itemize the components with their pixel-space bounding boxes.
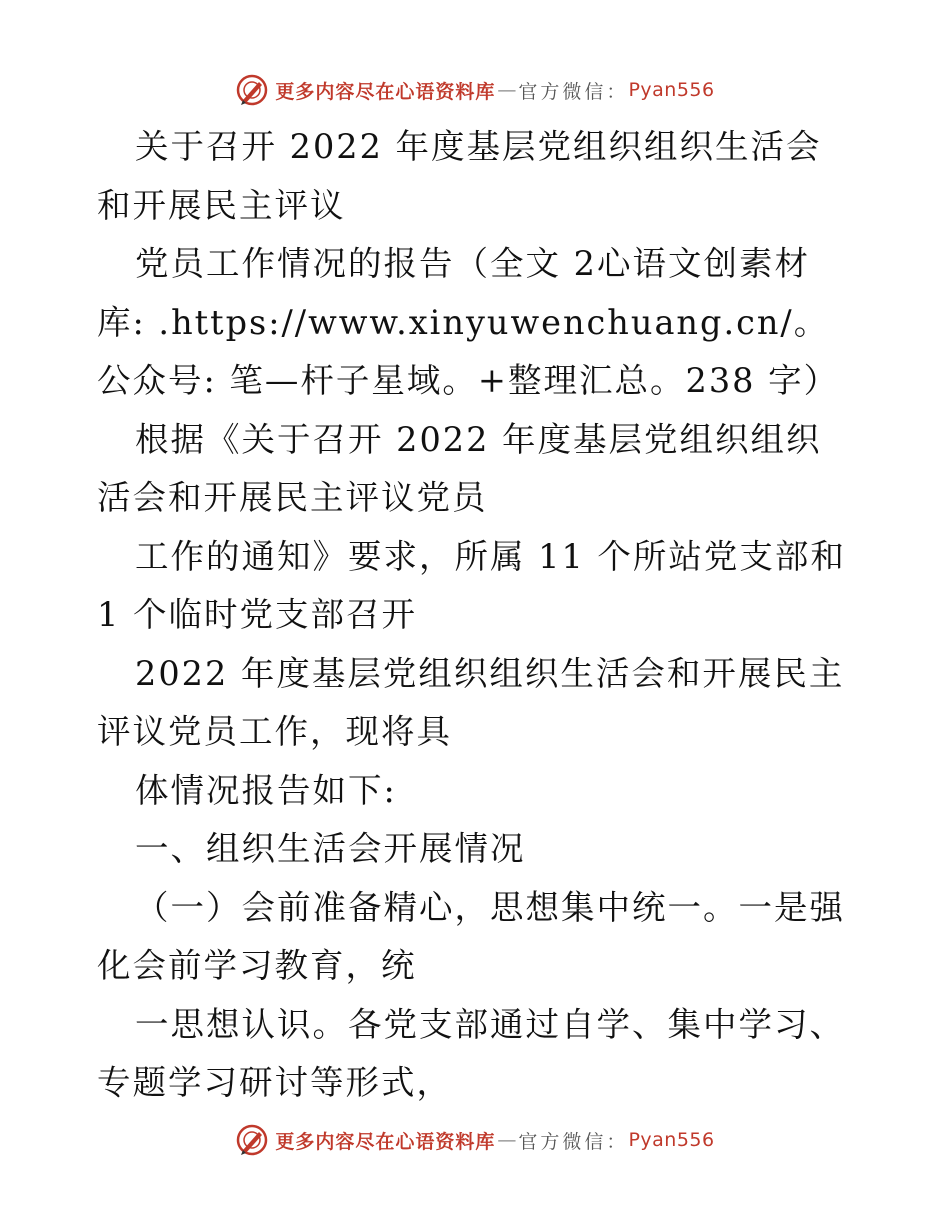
document-title-line: 关于召开 2022 年度基层党组织组织生活会和开展民主评议	[97, 127, 822, 225]
watermark-label: 官方微信：	[518, 80, 629, 103]
section-heading: 一、组织生活会开展情况	[135, 829, 526, 868]
document-title-continuation: 党员工作情况的报告（全文 2心语文创素材库: .https://www.xinyuwenchuang.cn/。公众号: 笔—杆子星域。+整理汇总。238 字）	[97, 244, 840, 400]
document-body	[97, 118, 857, 1113]
watermark-brand: 更多内容尽在心语资料库	[275, 1130, 496, 1153]
watermark-dash: —	[497, 79, 517, 101]
watermark-brand: 更多内容尽在心语资料库	[275, 80, 496, 103]
body-paragraph: 2022 年度基层党组织组织生活会和开展民主评议党员工作，现将具	[97, 653, 845, 751]
watermark-account: Pyan556	[628, 1129, 715, 1151]
body-paragraph: 工作的通知》要求，所属 11 个所站党支部和 1 个临时党支部召开	[97, 536, 859, 634]
watermark-label: 官方微信：	[518, 1130, 629, 1153]
footer-watermark	[0, 1120, 950, 1160]
pen-logo-icon	[235, 1123, 269, 1157]
body-paragraph: 根据《关于召开 2022 年度基层党组织组织活会和开展民主评议党员	[97, 419, 822, 517]
watermark-dash: —	[497, 1129, 517, 1151]
pen-logo-icon	[235, 73, 269, 107]
header-watermark	[0, 70, 950, 110]
watermark-account: Pyan556	[628, 79, 715, 101]
body-paragraph: 体情况报告如下:	[135, 770, 397, 810]
body-paragraph: 一思想认识。各党支部通过自学、集中学习、专题学习研讨等形式，	[97, 1004, 845, 1102]
body-paragraph: （一）会前准备精心，思想集中统一。一是强化会前学习教育，统	[97, 887, 845, 985]
